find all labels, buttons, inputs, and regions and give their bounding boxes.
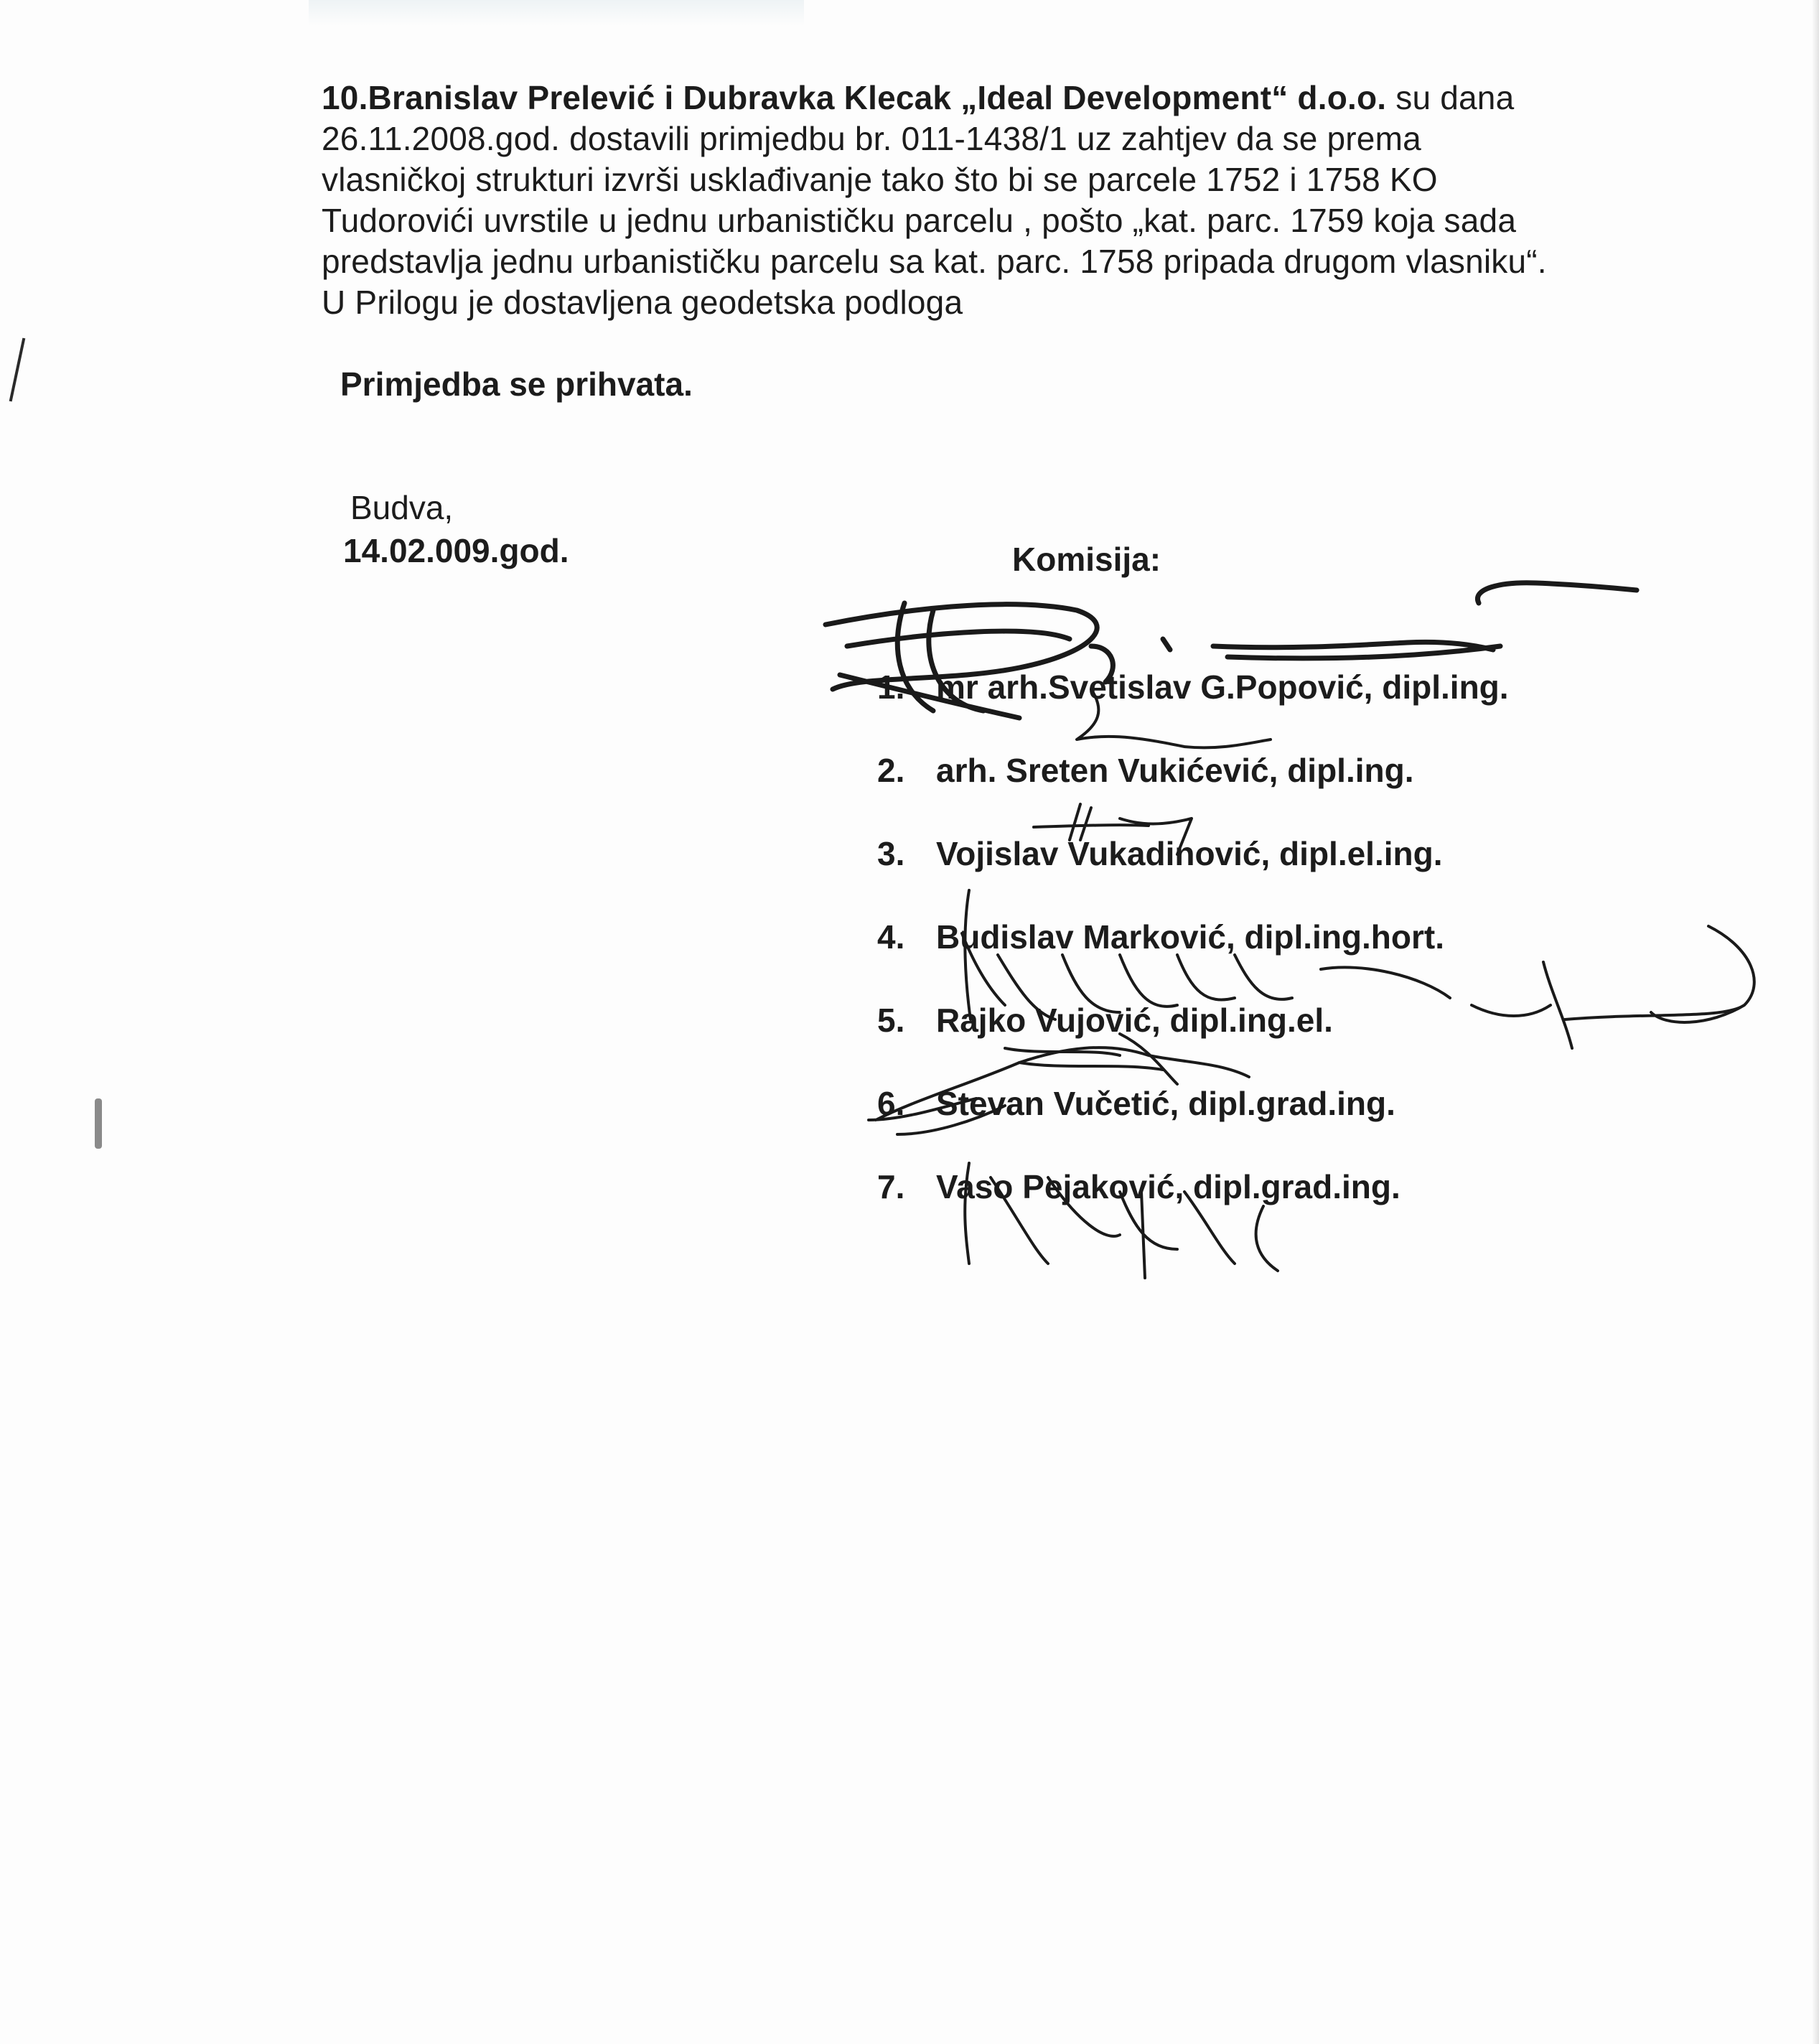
member-name: Rajko Vujović, dipl.ing.el. <box>936 1002 1333 1039</box>
commission-member <box>877 668 1509 751</box>
commission-member <box>877 751 1509 834</box>
scan-shadow-right <box>1812 0 1819 2044</box>
member-number: 3. <box>877 835 905 872</box>
member-name: mr arh.Svetislav G.Popović, dipl.ing. <box>936 668 1509 706</box>
objection-line-3: vlasničkoj strukturi izvrši usklađivanje tako što bi se parcele 1752 i 1758 KO <box>322 161 1438 198</box>
objection-heading: 10.Branislav Prelević i Dubravka Klecak „Ideal Development“ d.o.o. <box>322 79 1387 116</box>
objection-paragraph <box>322 78 1685 323</box>
member-number: 5. <box>877 1002 905 1039</box>
place: Budva, <box>350 489 454 526</box>
conclusion: Primjedba se prihvata. <box>340 365 693 403</box>
member-name: Budislav Marković, dipl.ing.hort. <box>936 918 1444 956</box>
scan-mark-left-lower <box>95 1098 102 1149</box>
member-name: Stevan Vučetić, dipl.grad.ing. <box>936 1085 1395 1122</box>
member-number: 7. <box>877 1168 905 1205</box>
commission-members-list <box>877 668 1509 1251</box>
member-number: 4. <box>877 918 905 956</box>
objection-line-4: Tudorovići uvrstile u jednu urbanističku parcelu , pošto „kat. parc. 1759 koja sada <box>322 202 1517 239</box>
commission-member <box>877 834 1509 918</box>
member-number: 2. <box>877 752 905 789</box>
member-name: arh. Sreten Vukićević, dipl.ing. <box>936 752 1414 789</box>
commission-title: Komisija: <box>1012 541 1161 578</box>
member-name: Vaso Pejaković, dipl.grad.ing. <box>936 1168 1401 1205</box>
commission-member <box>877 1167 1509 1251</box>
commission-member <box>877 918 1509 1001</box>
signature-1-tail <box>1213 583 1637 658</box>
date: 14.02.009.god. <box>343 532 569 569</box>
objection-line-5: predstavlja jednu urbanističku parcelu sa kat. parc. 1758 pripada drugom vlasniku“. <box>322 243 1547 280</box>
member-number: 6. <box>877 1085 905 1122</box>
commission-member <box>877 1001 1509 1084</box>
objection-line-6: U Prilogu je dostavljena geodetska podloga <box>322 284 963 321</box>
commission-member <box>877 1084 1509 1167</box>
scan-mark-left <box>9 338 26 402</box>
member-number: 1. <box>877 668 905 706</box>
scan-shadow-top <box>309 0 804 26</box>
objection-line-2: 26.11.2008.god. dostavili primjedbu br. 011-1438/1 uz zahtjev da se prema <box>322 120 1421 157</box>
member-name: Vojislav Vukadinović, dipl.el.ing. <box>936 835 1443 872</box>
objection-line-1-rest: su dana <box>1395 79 1515 116</box>
